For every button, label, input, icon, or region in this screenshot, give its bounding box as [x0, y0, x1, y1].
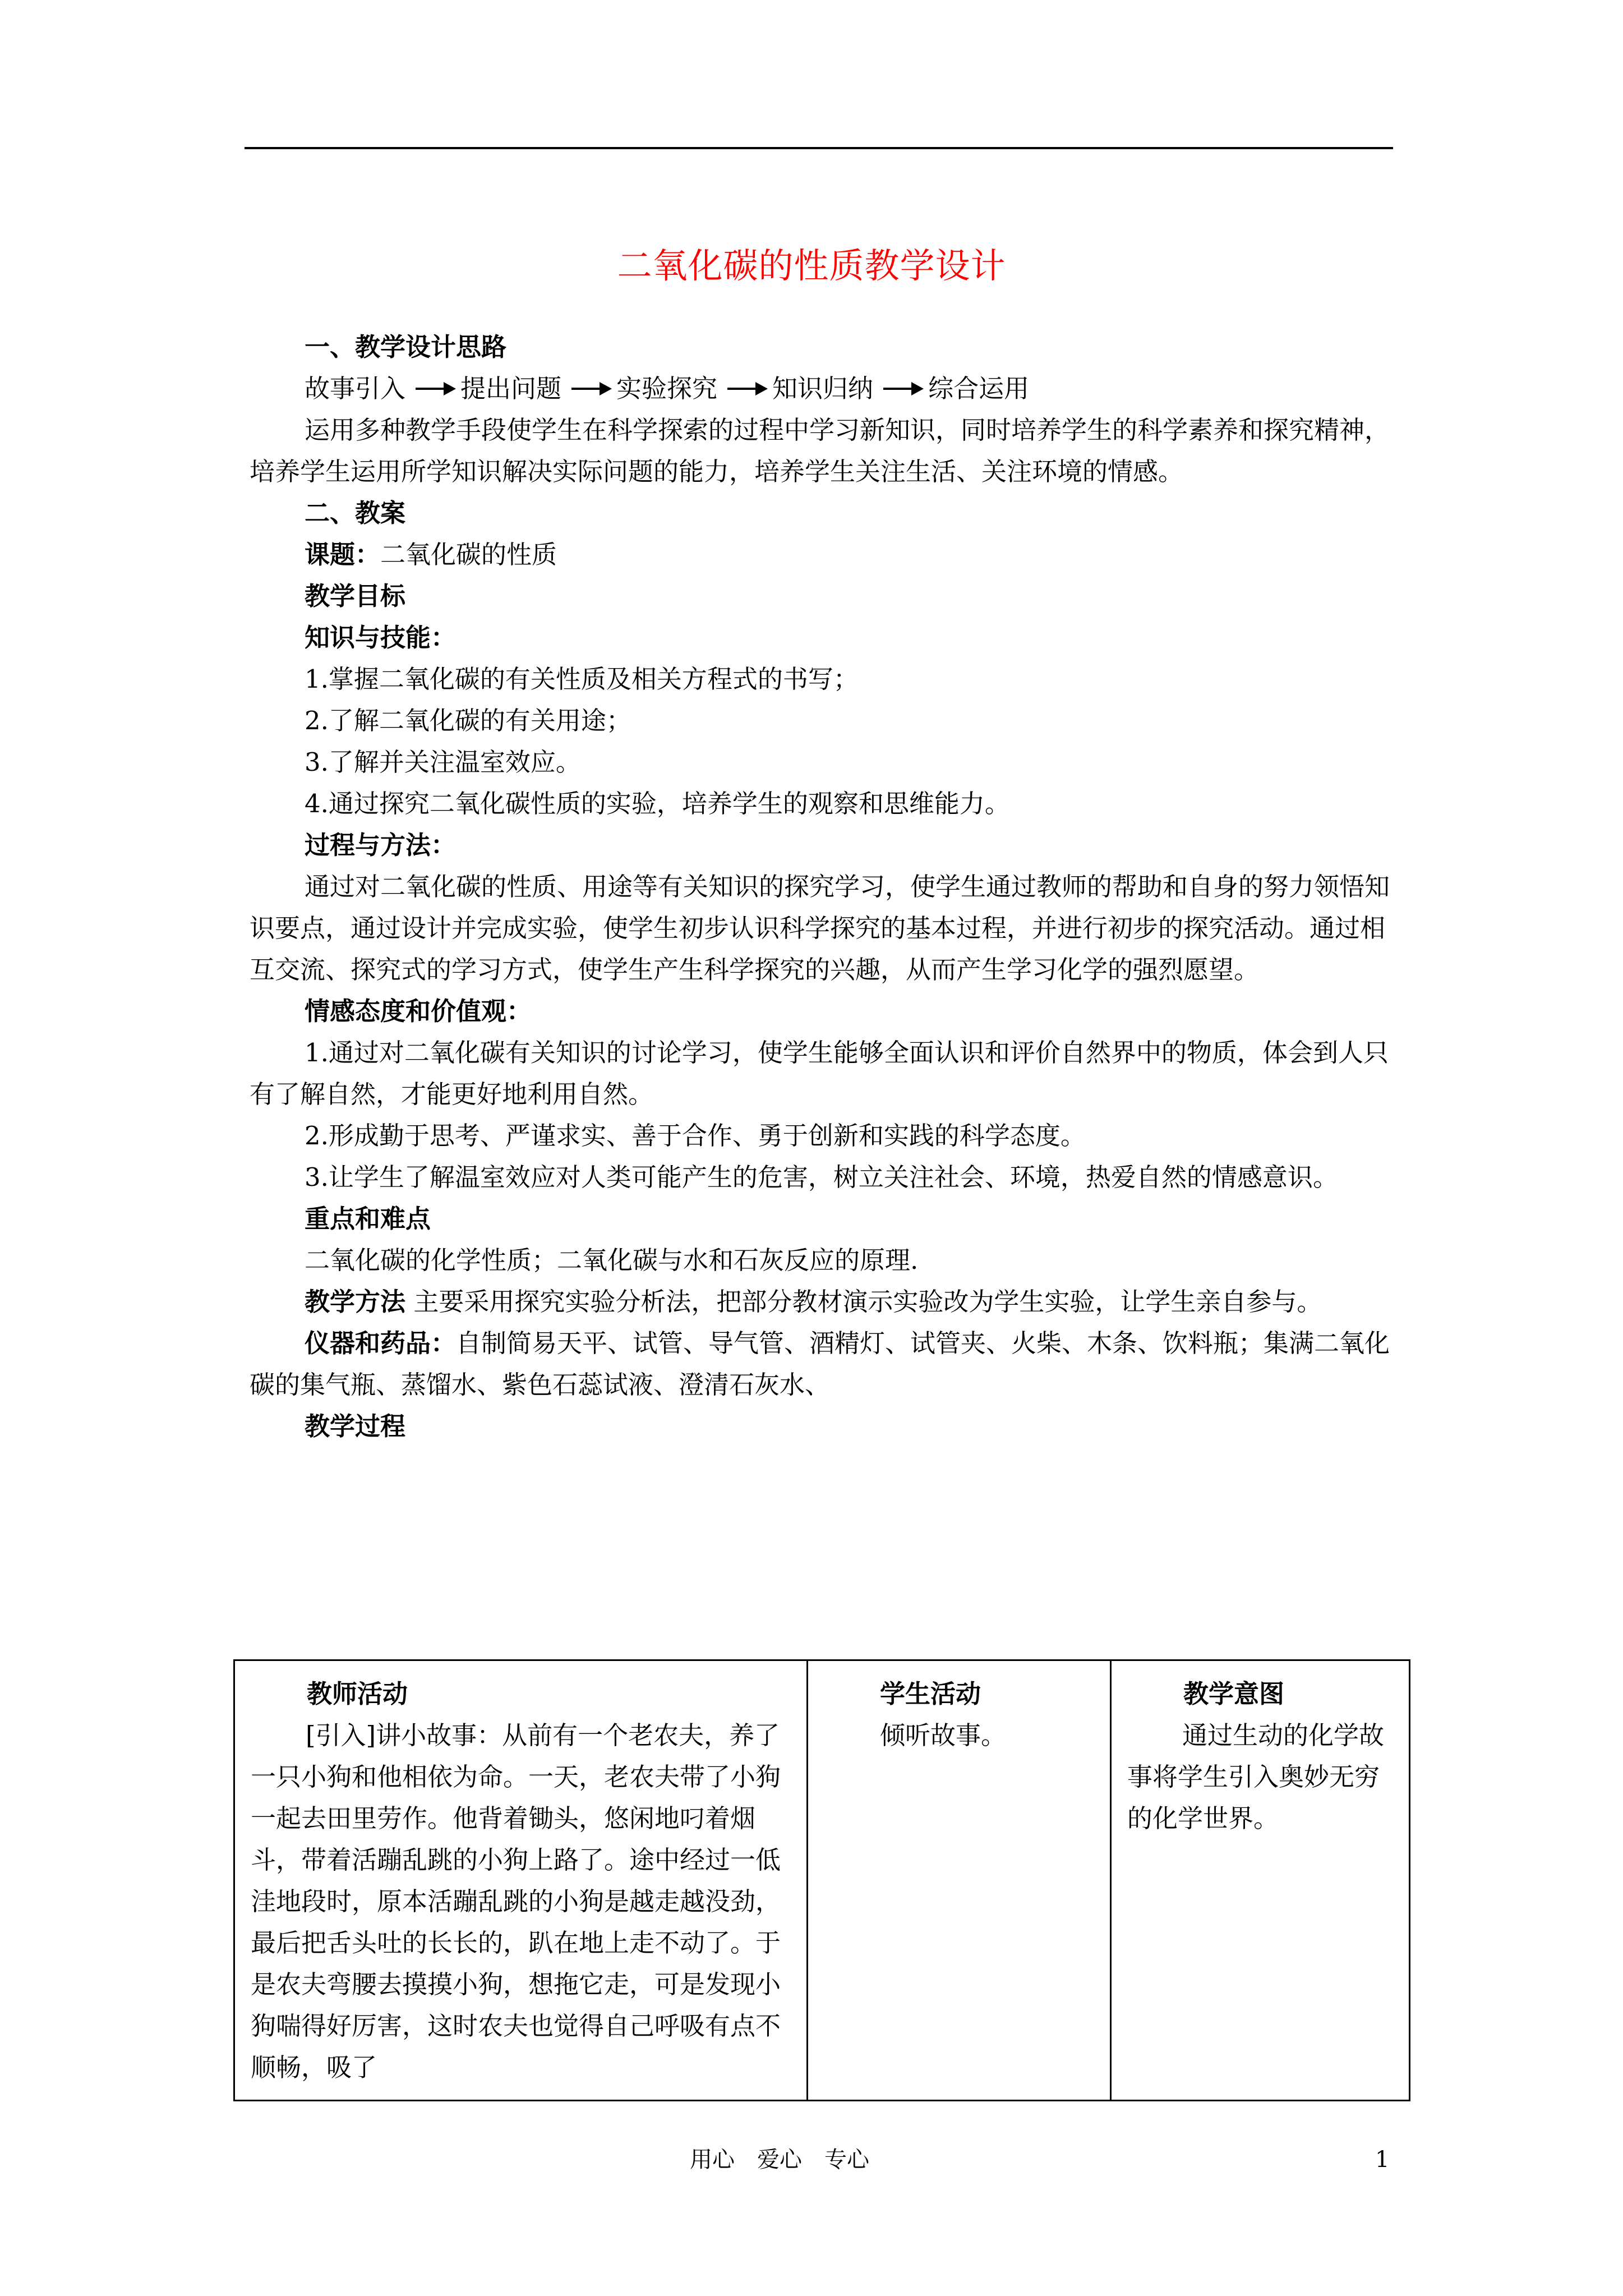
flow-step-1: 故事引入 [305, 374, 406, 403]
flow-step-4: 知识归纳 [772, 374, 874, 403]
page-title: 二氧化碳的性质教学设计 [617, 245, 1006, 286]
equipment-paragraph [250, 1323, 1394, 1406]
goals-heading: 教学目标 [305, 581, 406, 611]
footer-slogan: 用心 爱心 专心 [690, 2147, 869, 2173]
knowledge-item: 2.了解二氧化碳的有关用途； [305, 706, 631, 735]
topic-line [250, 534, 1394, 576]
teaching-intent-cell [1111, 1660, 1410, 2101]
attitude-heading: 情感态度和价值观： [305, 996, 532, 1026]
equipment-label: 仪器和药品： [305, 1328, 457, 1358]
design-heading: 一、教学设计思路 [305, 332, 507, 362]
key-heading: 重点和难点 [305, 1204, 431, 1234]
page-number: 1 [1375, 2147, 1390, 2173]
flow-step-2: 提出问题 [460, 374, 562, 403]
knowledge-heading: 知识与技能： [305, 623, 457, 652]
teaching-intent-text: 通过生动的化学故事将学生引入奥妙无穷的化学世界。 [1127, 1720, 1385, 1833]
process-method-paragraph: 通过对二氧化碳的性质、用途等有关知识的探究学习，使学生通过教师的帮助和自身的努力领悟知识要点，通过设计并完成实验，使学生初步认识科学探究的基本过程，并进行初步的探究活动。通过相互交流、探究式的学习方式，使学生产生科学探究的兴趣，从而产生学习化学的强烈愿望。 [250, 872, 1390, 984]
teacher-activity-text: [引入]讲小故事：从前有一个老农夫，养了一只小狗和他相依为命。一天，老农夫带了小狗一起去田里劳作。他背着锄头，悠闲地叼着烟斗，带着活蹦乱跳的小狗上路了。途中经过一低洼地段时，原本活蹦乱跳的小狗是越走越没劲，最后把舌头吐的长长的，趴在地上走不动了。于是农夫弯腰去摸摸小狗，想拖它走，可是发现小狗喘得好厉害，这时农夫也觉得自己呼吸有点不顺畅，吸了 [251, 1720, 781, 2082]
equipment-text: 自制简易天平、试管、导气管、酒精灯、试管夹、火柴、木条、饮料瓶；集满二氧化碳的集气瓶、蒸馏水、紫色石蕊试液、澄清石灰水、 [250, 1328, 1390, 1400]
header-rule [245, 147, 1393, 149]
knowledge-item: 4.通过探究二氧化碳性质的实验，培养学生的观察和思维能力。 [305, 789, 1010, 818]
process-method-heading: 过程与方法： [305, 830, 457, 860]
teaching-intent-header: 教学意图 [1183, 1679, 1285, 1709]
student-activity-header: 学生活动 [880, 1679, 981, 1709]
table-row [234, 1660, 1410, 2101]
design-flow [250, 368, 1394, 409]
arrow-right-icon [416, 380, 456, 397]
flow-step-5: 综合运用 [928, 374, 1030, 403]
method-text: 主要采用探究实验分析法，把部分教材演示实验改为学生实验，让学生亲自参与。 [405, 1287, 1322, 1317]
knowledge-item: 1.掌握二氧化碳的有关性质及相关方程式的书写； [305, 664, 859, 694]
student-activity-cell [808, 1660, 1111, 2101]
attitude-item: 1.通过对二氧化碳有关知识的讨论学习，使学生能够全面认识和评价自然界中的物质，体会到人只有了解自然，才能更好地利用自然。 [250, 1038, 1389, 1109]
topic-value: 二氧化碳的性质 [380, 540, 557, 569]
topic-label: 课题： [305, 540, 381, 569]
document-body [250, 326, 1394, 1447]
flow-step-3: 实验探究 [616, 374, 718, 403]
design-paragraph: 运用多种教学手段使学生在科学探索的过程中学习新知识，同时培养学生的科学素养和探究精神，培养学生运用所学知识解决实际问题的能力，培养学生关注生活、关注环境的情感。 [250, 415, 1390, 486]
method-paragraph [250, 1281, 1394, 1323]
process-heading: 教学过程 [305, 1411, 406, 1441]
arrow-right-icon [883, 380, 924, 397]
arrow-right-icon [727, 380, 768, 397]
knowledge-item: 3.了解并关注温室效应。 [305, 747, 581, 777]
attitude-item: 3.让学生了解温室效应对人类可能产生的危害，树立关注社会、环境，热爱自然的情感意识。 [305, 1162, 1338, 1192]
teacher-activity-header: 教师活动 [307, 1679, 408, 1709]
key-paragraph: 二氧化碳的化学性质；二氧化碳与水和石灰反应的原理. [305, 1245, 919, 1275]
arrow-right-icon [571, 380, 612, 397]
method-label: 教学方法 [305, 1287, 406, 1317]
attitude-item: 2.形成勤于思考、严谨求实、善于合作、勇于创新和实践的科学态度。 [305, 1121, 1086, 1151]
teaching-process-table [233, 1659, 1410, 2101]
teacher-activity-cell [234, 1660, 808, 2101]
student-activity-text: 倾听故事。 [880, 1720, 1007, 1750]
plan-heading: 二、教案 [305, 498, 406, 528]
